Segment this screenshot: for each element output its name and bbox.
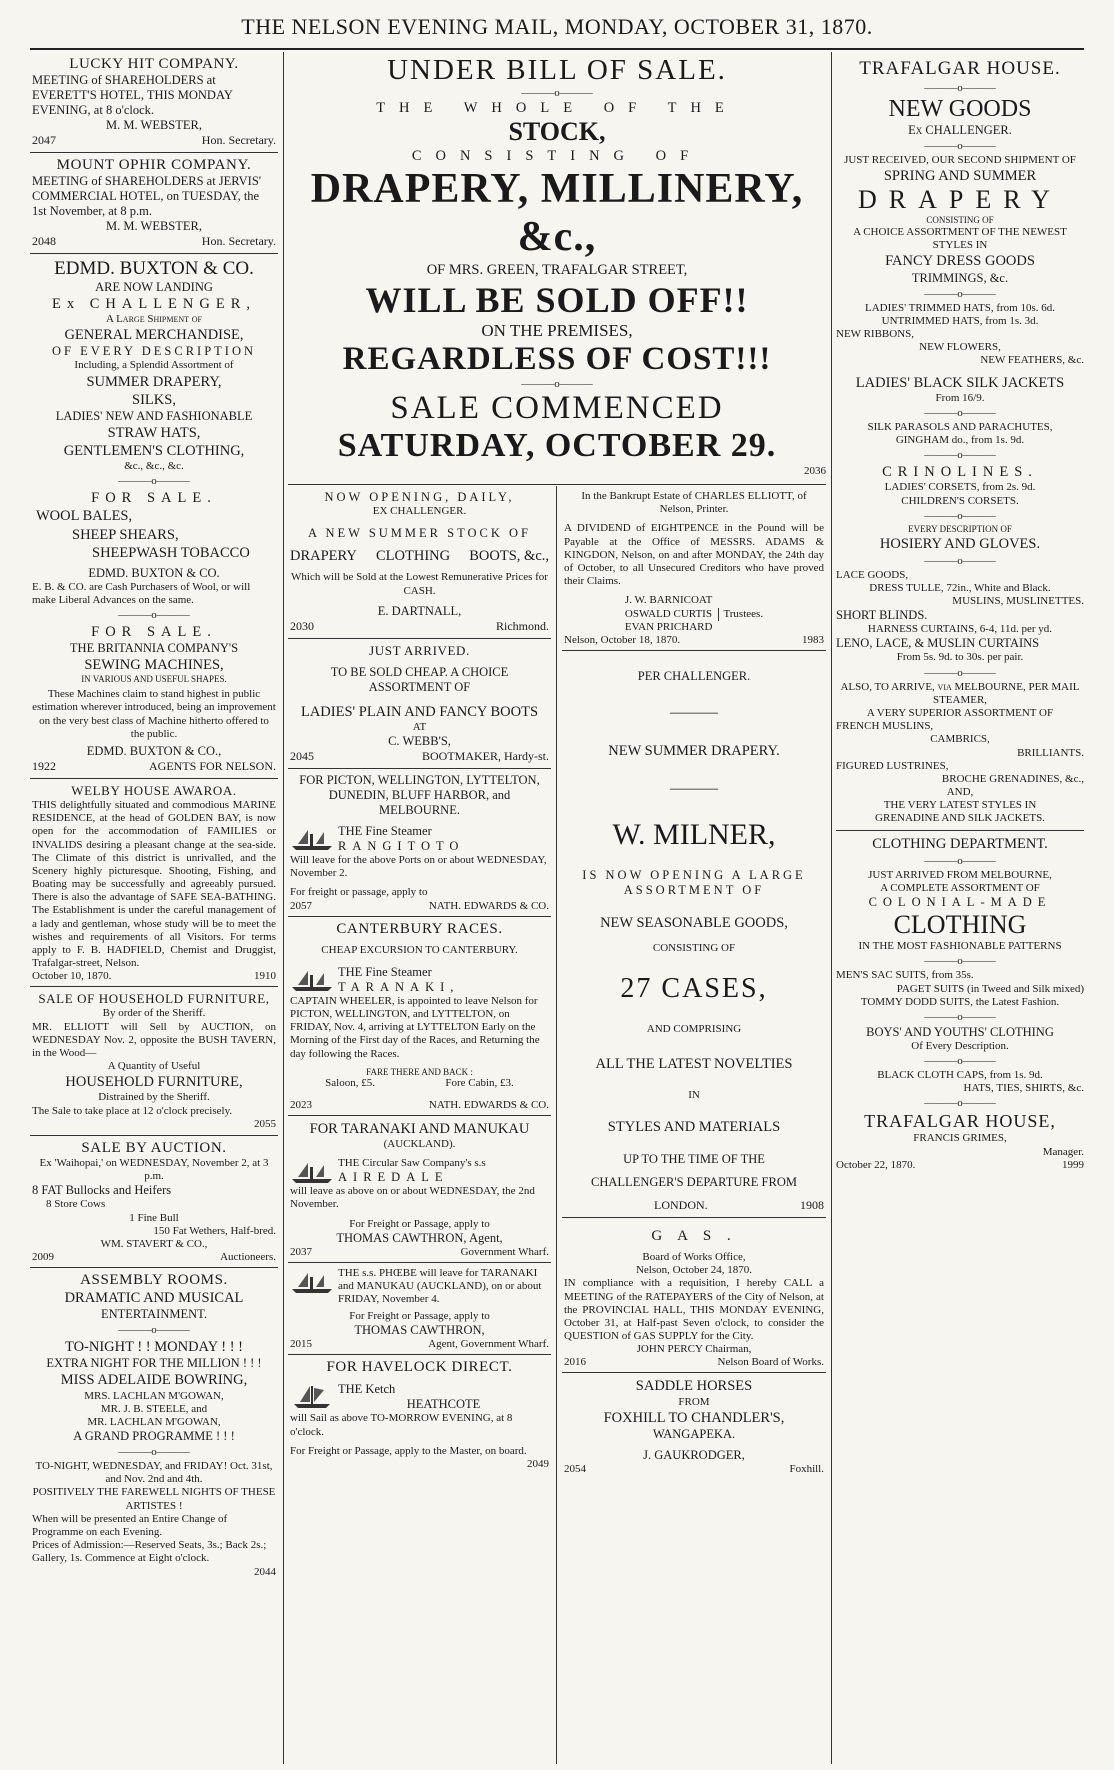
ad-line: PAGET SUITS (in Tweed and Silk mixed) [896, 982, 1084, 995]
ad-line: Ex CHALLENGER, [51, 296, 256, 312]
ad-line: BLACK CLOTH CAPS, from 1s. 9d. [877, 1069, 1043, 1082]
ad-line: TRIMMINGS, &c. [911, 270, 1009, 285]
column-3-trafalgar-house [836, 52, 1084, 1764]
ad-line: EXTRA NIGHT FOR THE MILLION ! ! ! [46, 1356, 262, 1371]
ad-line: AND COMPRISING [646, 1023, 742, 1036]
ornament: ———o——— [924, 1010, 996, 1023]
ad-line: JUST ARRIVED FROM MELBOURNE, [868, 868, 1052, 881]
trustee-name: EVAN PRICHARD [624, 620, 713, 633]
ad-line: CAMBRICS, [930, 733, 990, 746]
ornament: ———o——— [924, 1055, 996, 1068]
ad-line: 8 Store Cows [46, 1198, 106, 1211]
ad-line: PER CHALLENGER. [637, 668, 751, 683]
ad-line: LENO, LACE, & MUSLIN CURTAINS [836, 636, 1040, 651]
column-2a [288, 486, 551, 1764]
ad-line: LADIES' CORSETS, from 2s. 9d. [884, 481, 1036, 494]
ad-line: From 16/9. [935, 391, 985, 404]
ad-signature: FRANCIS GRIMES, [913, 1132, 1007, 1145]
ad-number: 1910 [254, 970, 276, 983]
ornament: ———o——— [924, 287, 996, 300]
ad-webb [288, 639, 551, 769]
ad-title: WELBY HOUSE AWAROA. [71, 782, 237, 798]
ad-line: For Freight or Passage, apply to the Master, on board. [290, 1444, 527, 1457]
ad-line: RANGITOTO [338, 839, 465, 853]
ad-line: For Freight or Passage, apply to [349, 1310, 490, 1323]
ad-signature: JOHN PERCY Chairman, [636, 1343, 752, 1356]
ad-line: HOSIERY AND GLOVES. [879, 535, 1041, 552]
ad-line: WANGAPEKA. [652, 1426, 736, 1441]
ornament: ———o——— [924, 509, 996, 522]
ad-line: ARE NOW LANDING [95, 280, 213, 294]
ad-line: When will be presented an Entire Change of Programme on each Evening. [32, 1512, 228, 1539]
ad-buxton [30, 254, 278, 779]
ad-line: CAPTAIN WHEELER, is appointed to leave Nelson for PICTON, WELLINGTON, and LYTTELTON, on FRIDAY, Nov. 4, arriving at LYTTELTON Early on the Morning of the First day of the Races, and Returning the day following the Races. [290, 994, 540, 1060]
ad-line: CLOTHING [893, 910, 1027, 940]
ornament: ———o——— [521, 378, 593, 391]
ad-date: October 10, 1870. [32, 970, 112, 983]
steamer-icon [290, 824, 334, 852]
ad-signature: WM. STAVERT & CO., [100, 1237, 208, 1250]
ad-line: OF EVERY DESCRIPTION [52, 344, 256, 359]
ad-line: Will leave for the above Ports on or about WEDNESDAY, November 2. [290, 854, 547, 880]
ad-line: LADIES' BLACK SILK JACKETS [855, 374, 1065, 391]
ad-line: A Quantity of Useful [107, 1060, 201, 1073]
bill-of-sale [288, 52, 826, 482]
ad-line: UP TO THE TIME OF THE [623, 1151, 765, 1166]
ad-line: will leave as above on or about WEDNESDAY, the 2nd November. [290, 1185, 535, 1211]
ad-line: Ex 'Waihopai,' on WEDNESDAY, November 2, at 3 p.m. [39, 1157, 269, 1183]
ad-body: MR. ELLIOTT will Sell by AUCTION, on WEDNESDAY Nov. 2, opposite the BUSH TAVERN, in the Wood— [32, 1020, 276, 1059]
ad-number: 2049 [527, 1458, 549, 1471]
ad-title: SALE BY AUCTION. [81, 1140, 227, 1157]
ad-line: SILKS, [132, 391, 176, 408]
ad-line: DRAMATIC AND MUSICAL [64, 1290, 244, 1307]
ornament: ———o——— [924, 854, 996, 867]
ad-line: Board of Works Office, [642, 1250, 746, 1263]
ad-line: HEATHCOTE [406, 1397, 481, 1412]
ad-title: MOUNT OPHIR COMPANY. [56, 157, 252, 173]
ad-line: W. MILNER, [612, 818, 776, 851]
ad-line: JUST RECEIVED, OUR SECOND SHIPMENT OF [844, 154, 1076, 166]
ad-line: COLONIAL-MADE [868, 895, 1052, 910]
ad-line: HOUSEHOLD FURNITURE, [65, 1074, 243, 1091]
ad-line: MRS. LACHLAN M'GOWAN, [84, 1389, 224, 1402]
ad-line: LADIES' NEW AND FASHIONABLE [55, 408, 253, 423]
ad-line: NEW RIBBONS, [836, 327, 915, 340]
ad-line: AND, [946, 786, 974, 799]
ad-number: 2015 [290, 1338, 312, 1351]
bill-line: SALE COMMENCED [390, 390, 724, 427]
ad-line: FARE THERE AND BACK : [366, 1066, 473, 1077]
column-2b [562, 486, 826, 1764]
ad-line: GENTLEMEN'S CLOTHING, [63, 443, 245, 459]
bill-line: CONSISTING OF [411, 148, 703, 165]
ad-line: TO-NIGHT ! ! MONDAY ! ! ! [64, 1339, 243, 1356]
ad-line: LADIES' PLAIN AND FANCY BOOTS [300, 703, 539, 720]
ad-line: NEW FEATHERS, &c. [980, 354, 1084, 367]
ad-role: Hon. Secretary. [201, 234, 276, 248]
ad-line: SADDLE HORSES [635, 1378, 753, 1395]
ad-line: MR. LACHLAN M'GOWAN, [87, 1415, 221, 1428]
ad-number: 2055 [254, 1117, 276, 1130]
ad-line: STRAW HATS, [107, 424, 201, 441]
ad-number: 2037 [290, 1245, 312, 1258]
ad-line: FOR SALE. [91, 490, 217, 507]
ad-line: FIGURED LUSTRINES, [836, 759, 949, 772]
ad-line: ALL THE LATEST NOVELTIES [595, 1055, 793, 1072]
ornament: ———o——— [924, 449, 996, 462]
ad-line: 27 CASES, [620, 973, 768, 1005]
column-divider [556, 486, 557, 1764]
ad-line: SHEEPWASH TOBACCO [92, 544, 250, 561]
ad-number: 1908 [800, 1197, 824, 1212]
ad-signature: M. M. WEBSTER, [106, 219, 202, 233]
ad-line: BOOTS, &c., [469, 548, 549, 565]
ad-havelock [288, 1355, 551, 1475]
ad-line: A GRAND PROGRAMME ! ! ! [73, 1429, 235, 1444]
ad-line: MEN'S SAC SUITS, from 35s. [836, 969, 974, 982]
ad-line: LONDON. [654, 1197, 708, 1212]
ad-line: DRAPERY [858, 185, 1062, 215]
ad-date: Nelson, October 18, 1870. [564, 633, 681, 646]
ad-signature: EDMD. BUXTON & CO. [88, 565, 220, 580]
ad-line: A COMPLETE ASSORTMENT OF [880, 881, 1040, 894]
ornament: ———o——— [924, 554, 996, 567]
ad-number: 2036 [804, 465, 826, 478]
ad-signature: NATH. EDWARDS & CO. [428, 1098, 549, 1111]
ad-role: Auctioneers. [220, 1251, 276, 1264]
ad-line: EVERY DESCRIPTION OF [908, 523, 1012, 534]
ad-number: 2054 [564, 1462, 586, 1475]
top-rule [30, 48, 1084, 50]
ad-line: SHEEP SHEARS, [72, 526, 179, 543]
ad-role: AGENTS FOR NELSON. [148, 758, 276, 773]
ad-signature: M. M. WEBSTER, [106, 118, 202, 132]
ad-line: A Large Shipment of [106, 313, 202, 326]
ad-line: Saloon, £5. [325, 1077, 375, 1090]
ad-line: IN [688, 1088, 700, 1101]
trustee-name: J. W. BARNICOAT [624, 594, 713, 607]
ad-title: CANTERBURY RACES. [336, 920, 503, 937]
ad-number: 2045 [290, 749, 314, 763]
ad-line: MISS ADELAIDE BOWRING, [60, 1372, 248, 1389]
ad-line: POSITIVELY THE FAREWELL NIGHTS OF THESE ARTISTES ! [32, 1486, 276, 1512]
ad-line: EX CHALLENGER. [372, 505, 467, 517]
ad-role: BOOTMAKER, Hardy-st. [422, 749, 549, 763]
ad-line: BROCHE GRENADINES, &c., [941, 772, 1084, 785]
ad-number: 2048 [32, 234, 56, 248]
ad-line: 8 FAT Bullocks and Heifers [32, 1183, 172, 1198]
ad-line: A CHOICE ASSORTMENT OF THE NEWEST STYLES IN [853, 226, 1067, 252]
ad-line: TOMMY DODD SUITS, the Latest Fashion. [860, 995, 1060, 1008]
ad-line: THE VERY LATEST STYLES IN [883, 799, 1037, 812]
ad-line: THE Ketch [338, 1382, 396, 1397]
bill-line: ON THE PREMISES, [481, 321, 633, 341]
steamer-icon [290, 965, 334, 993]
ad-line: ENTERTAINMENT. [101, 1307, 207, 1322]
ornament: ———o——— [924, 666, 996, 679]
ornament: ———o——— [924, 82, 996, 94]
ad-line: In the Bankrupt Estate of CHARLES ELLIOTT, of Nelson, Printer. [581, 490, 807, 516]
ad-line: DRESS TULLE, 72in., White and Black. [869, 581, 1051, 594]
masthead: THE NELSON EVENING MAIL, MONDAY, OCTOBER 31, 1870. [241, 14, 873, 39]
ad-line: Prices of Admission:—Reserved Seats, 3s.; Back 2s.; Gallery, 1s. Commence at Eight o'clock. [32, 1539, 267, 1565]
ad-signature: E. DARTNALL, [377, 603, 462, 618]
ornament: ———o——— [118, 1324, 190, 1337]
ad-number: 2057 [290, 899, 312, 912]
ad-line: Of Every Description. [911, 1039, 1009, 1052]
ad-title: LUCKY HIT COMPANY. [69, 56, 239, 72]
ad-title: G A S . [651, 1227, 737, 1244]
ad-line: Ex CHALLENGER. [908, 123, 1012, 137]
ad-line: CHALLENGER'S DEPARTURE FROM [591, 1174, 797, 1189]
ad-line: ALSO, TO ARRIVE, via MELBOURNE, PER MAIL STEAMER, [840, 680, 1080, 706]
ad-title: JUST ARRIVED. [369, 642, 470, 658]
ad-role: Hon. Secretary. [201, 133, 276, 147]
ad-line: THE Circular Saw Company's s.s [338, 1156, 486, 1169]
ad-milner: PER CHALLENGER. ——— NEW SUMMER DRAPERY. ——— W. MILNER, IS NOW OPENING A LARGE ASSORTMENT OF NEW SEASONABLE GOODS, CONSISTING OF 27 CASES, AND COMPRISING ALL THE LATEST NOVELTIES IN STYLES AND MATERIALS UP TO THE TIME OF THE CHALLENGER'S DEPARTURE FROM LONDON. 1908 [562, 651, 826, 1218]
column-divider [831, 52, 832, 1764]
bill-line: SATURDAY, OCTOBER 29. [337, 427, 777, 465]
ad-line: SHORT BLINDS. [836, 608, 928, 623]
bill-line: DRAPERY, MILLINERY, &c., [310, 166, 804, 261]
column-divider [283, 52, 284, 1764]
ad-line: These Machines claim to stand highest in public estimation wherever introduced, being an improvement on the very best class of Machine hitherto offered to the public. [32, 688, 276, 740]
steamer-icon [290, 1267, 334, 1295]
ad-line: MR. J. B. STEELE, and [100, 1402, 208, 1415]
ad-line: SPRING AND SUMMER [883, 168, 1037, 185]
ad-line: UNTRIMMED HATS, from 1s. 3d. [881, 314, 1039, 327]
ad-line: Which will be Sold at the Lowest Remunerative Prices for CASH. [291, 571, 548, 597]
ad-role: Foxhill. [789, 1462, 824, 1475]
ad-number: 1922 [32, 758, 56, 773]
ad-line: NEW FLOWERS, [919, 341, 1001, 354]
bill-line: OF MRS. GREEN, TRAFALGAR STREET, [426, 262, 688, 279]
ad-body: IN compliance with a requisition, I hereby CALL a MEETING of the RATEPAYERS of the City of Nelson, at the PROVINCIAL HALL, THIS MONDAY EVENING, October 31, at Half-past Seven o'clock, to consider the QUESTION of GAS SUPPLY for the City. [564, 1277, 824, 1343]
ad-line: Fore Cabin, £3. [445, 1077, 514, 1090]
ad-line: The Sale to take place at 12 o'clock precisely. [32, 1104, 233, 1117]
ad-line: From 5s. 9d. to 30s. per pair. [896, 651, 1024, 664]
ad-taranaki-manukau [288, 1116, 551, 1263]
ad-line: 150 Fat Wethers, Half-bred. [153, 1224, 276, 1237]
ad-number: 2016 [564, 1356, 586, 1369]
ad-line: MUSLINS, MUSLINETTES. [952, 595, 1084, 608]
ad-line: Distrained by the Sheriff. [98, 1091, 210, 1104]
ad-line: FOXHILL TO CHANDLER'S, [603, 1409, 785, 1426]
ad-line: GINGHAM do., from 1s. 9d. [895, 434, 1025, 447]
ad-assembly-rooms [30, 1268, 278, 1583]
ad-line: CLOTHING DEPARTMENT. [872, 835, 1048, 852]
ad-line: &c., &c., &c. [124, 460, 184, 473]
ad-title: TRAFALGAR HOUSE. [859, 58, 1061, 79]
ad-line: LACE GOODS, [836, 568, 909, 581]
ad-line: CLOTHING [376, 548, 451, 565]
ad-household-furniture [30, 987, 278, 1136]
ad-mount-ophir [30, 153, 278, 254]
ad-lucky-hit [30, 52, 278, 153]
ornament: ———o——— [924, 1097, 996, 1110]
ad-line: THE BRITANNIA COMPANY'S [69, 641, 239, 656]
ad-line: GRENADINE AND SILK JACKETS. [875, 812, 1045, 825]
steamer-icon [290, 1157, 334, 1185]
ad-line: THE Fine Steamer [338, 964, 432, 979]
ad-line: AT [412, 720, 427, 733]
ad-line: THOMAS CAWTHRON, [354, 1323, 485, 1338]
bill-line: THE WHOLE OF THE [376, 100, 738, 116]
ad-line: 1 Fine Bull [129, 1211, 179, 1224]
ad-line: TO-NIGHT, WEDNESDAY, and FRIDAY! Oct. 31st, and Nov. 2nd and 4th. [35, 1460, 273, 1486]
ad-role: Government Wharf. [460, 1245, 549, 1258]
ad-role: Nelson Board of Works. [717, 1356, 824, 1369]
ad-line: AIREDALE [338, 1170, 449, 1185]
ad-line: BOYS' AND YOUTHS' CLOTHING [866, 1024, 1054, 1039]
ornament: ———o——— [118, 1446, 190, 1459]
ad-line: IN VARIOUS AND USEFUL SHAPES. [81, 674, 227, 685]
ad-line: IS NOW OPENING A LARGE ASSORTMENT OF [582, 868, 806, 897]
ad-line: THE s.s. PHŒBE will leave for TARANAKI and MANUKAU (AUCKLAND), on or about FRIDAY, November 4. [338, 1266, 542, 1306]
ad-line: WOOL BALES, [36, 508, 133, 525]
ad-line: FANCY DRESS GOODS [885, 253, 1035, 270]
ad-elliott-estate [562, 486, 826, 651]
ad-line: IN THE MOST FASHIONABLE PATTERNS [858, 940, 1062, 953]
ad-line: BRILLIANTS. [1017, 746, 1084, 759]
ad-role: Agent, Government Wharf. [428, 1338, 549, 1351]
ad-body: A DIVIDEND of EIGHTPENCE in the Pound will be Payable at the Office of MESSRS. ADAMS & KINGDON, Nelson, on and after MONDAY, the 24th day of October, to all Unsecured Creditors who have proved their Claims. [564, 522, 824, 588]
ornament: ———o——— [924, 140, 996, 152]
ad-signature: J. GAUKRODGER, [643, 1447, 745, 1462]
ad-number: 1999 [1062, 1158, 1084, 1171]
ad-line: TRAFALGAR HOUSE, [864, 1111, 1056, 1132]
ad-number: 1983 [802, 633, 824, 646]
ad-line: (AUCKLAND). [383, 1137, 456, 1150]
ad-line: THOMAS CAWTHRON, Agent, [336, 1230, 503, 1245]
ad-phoebe [288, 1263, 551, 1356]
ad-line: will Sail as above TO-MORROW EVENING, at 8 o'clock. [290, 1412, 513, 1438]
ad-line: A VERY SUPERIOR ASSORTMENT OF [866, 706, 1054, 719]
ad-line: CONSISTING OF [926, 215, 994, 226]
ad-line: For freight or passage, apply to [290, 886, 428, 899]
ad-number: 2047 [32, 133, 56, 147]
ad-line: SEWING MACHINES, [84, 657, 224, 674]
ad-line: HARNESS CURTAINS, 6-4, 11d. per yd. [867, 623, 1053, 636]
ad-line: SILK PARASOLS AND PARACHUTES, [867, 420, 1053, 433]
ad-body: MEETING of SHAREHOLDERS at EVERETT'S HOTEL, THIS MONDAY EVENING, at 8 o'clock. [32, 73, 233, 117]
ad-picton [288, 769, 551, 917]
ad-line: A NEW SUMMER STOCK OF [308, 526, 531, 541]
ad-number: 2009 [32, 1251, 54, 1264]
ad-title: FOR PICTON, WELLINGTON, LYTTELTON, DUNEDIN, BLUFF HARBOR, and MELBOURNE. [299, 773, 540, 817]
ad-line: FRENCH MUSLINS, [836, 720, 934, 733]
ad-line: Nelson, October 24, 1870. [635, 1264, 753, 1277]
ad-line: Including, a Splendid Assortment of [74, 359, 234, 372]
ornament: ———o——— [118, 609, 190, 622]
ad-line: NEW SUMMER DRAPERY. [608, 742, 780, 759]
ad-title: FOR HAVELOCK DIRECT. [326, 1359, 513, 1376]
ad-line: HATS, TIES, SHIRTS, &c. [963, 1082, 1084, 1095]
ad-line: C. WEBB'S, [388, 734, 451, 748]
ad-line: CHILDREN'S CORSETS. [901, 494, 1019, 507]
ad-line: NEW GOODS [888, 96, 1032, 122]
ornament: ———o——— [924, 406, 996, 419]
ad-line: CONSISTING OF [652, 942, 736, 955]
ad-number: 2044 [254, 1565, 276, 1578]
ad-title: ASSEMBLY ROOMS. [80, 1272, 228, 1289]
ad-line: For Freight or Passage, apply to [349, 1217, 490, 1230]
ornament: ———o——— [118, 475, 190, 488]
ad-signature: NATH. EDWARDS & CO. [428, 899, 549, 912]
ad-gas [562, 1218, 826, 1374]
ad-line: CHEAP EXCURSION TO CANTERBURY. [321, 943, 518, 956]
ad-role: Richmond. [496, 618, 549, 633]
ad-line: E. B. & CO. are Cash Purchasers of Wool, or will make Liberal Advances on the same. [32, 580, 251, 606]
ad-number: 2023 [290, 1098, 312, 1111]
section-rule [288, 484, 826, 485]
ad-line: FOR SALE. [91, 624, 217, 641]
ad-body: MEETING of SHAREHOLDERS at JERVIS' COMMERCIAL HOTEL, on TUESDAY, the 1st November, at 8 p.m. [32, 174, 262, 218]
ad-number: 2030 [290, 618, 314, 633]
ad-line: THE Fine Steamer [338, 824, 432, 838]
ad-line: FROM [678, 1395, 710, 1408]
bill-line: REGARDLESS OF COST!!! [342, 341, 772, 378]
ad-line: DRAPERY [290, 548, 357, 565]
ad-line: By order of the Sheriff. [102, 1007, 206, 1020]
ad-role: Manager. [1042, 1145, 1084, 1158]
ad-welby-house [30, 779, 278, 987]
ketch-icon [290, 1382, 334, 1410]
ad-line: NOW OPENING, DAILY, [324, 490, 515, 504]
ad-line: GENERAL MERCHANDISE, [64, 327, 244, 344]
ad-body: THIS delightfully situated and commodious MARINE RESIDENCE, at the head of GOLDEN BAY, is now open for the accommodation of FAMILIES or INVALIDS desiring a pleasant change at the sea-side. The Climate of this district is unrivalled, and the Scenery highly picturesque. Shooting, Fishing, and Boating may be successfully and agreeably pursued. There is also the advantage of SAFE SEA-BATHING. The Establishment is under the careful management of a lady and gentleman, whose study will be to meet the wishes and requirements of all Visitors. For terms apply to F. B. HADFIELD, Chemist and Druggist, Trafalgar-street, Nelson. [32, 798, 276, 970]
ad-line: CRINOLINES. [882, 464, 1038, 481]
ad-line: LADIES' TRIMMED HATS, from 10s. 6d. [864, 301, 1055, 314]
ad-date: October 22, 1870. [836, 1158, 916, 1171]
bill-heading: UNDER BILL OF SALE. [387, 54, 727, 86]
ad-dartnall [288, 486, 551, 639]
bill-line: WILL BE SOLD OFF!! [365, 280, 749, 321]
ad-line: TARANAKI, [338, 979, 460, 994]
ad-signature: EDMD. BUXTON & CO., [86, 743, 222, 758]
ornament: ———o——— [924, 955, 996, 968]
ad-title: SALE OF HOUSEHOLD FURNITURE, [38, 991, 270, 1007]
ad-line: STYLES AND MATERIALS [607, 1118, 781, 1135]
ad-sale-by-auction [30, 1136, 278, 1268]
bill-line: STOCK, [508, 117, 606, 147]
ad-title: FOR TARANAKI AND MANUKAU [309, 1120, 530, 1137]
ad-line: SUMMER DRAPERY, [86, 373, 222, 390]
ad-line: TO BE SOLD CHEAP. A CHOICE ASSORTMENT OF [330, 664, 509, 694]
ad-title: EDMD. BUXTON & CO. [54, 258, 254, 279]
ad-role: Trustees. [718, 608, 763, 621]
ad-canterbury-races [288, 917, 551, 1116]
trustee-name: OSWALD CURTIS [624, 607, 712, 620]
ornament: ———o——— [521, 87, 593, 99]
column-1 [30, 52, 278, 1764]
ad-saddle-horses [562, 1373, 826, 1478]
ad-line: NEW SEASONABLE GOODS, [600, 915, 788, 931]
